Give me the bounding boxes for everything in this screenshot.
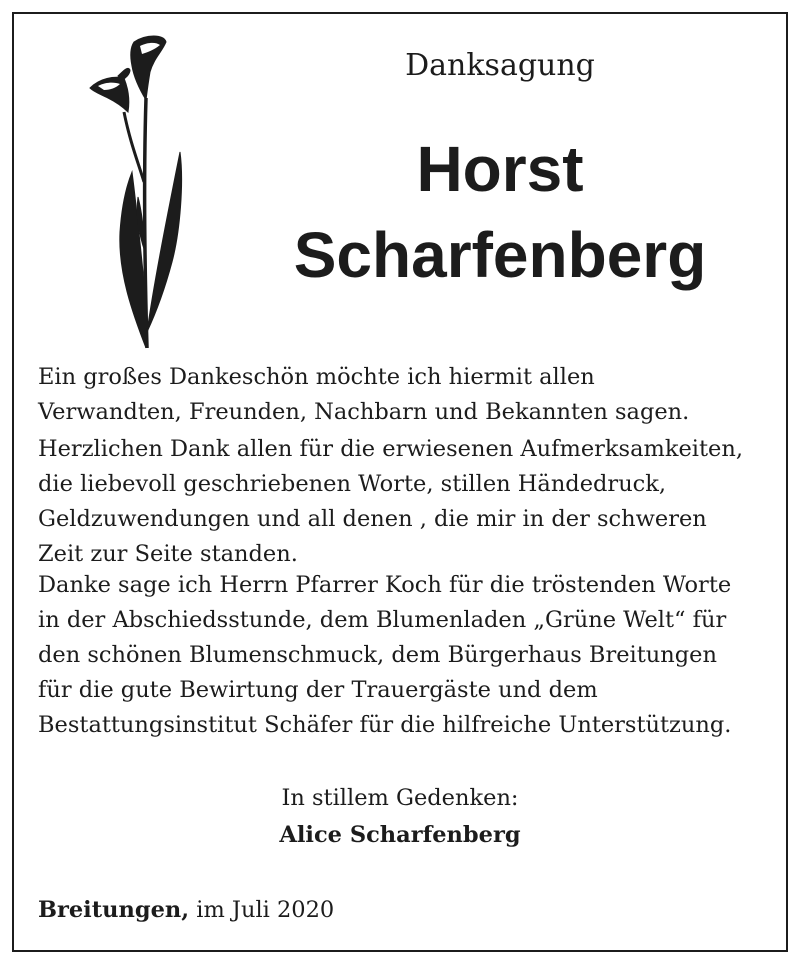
- text-line: Geldzuwendungen und all denen , die mir in der schweren: [38, 506, 707, 532]
- text-line: den schönen Blumenschmuck, dem Bürgerhaus Breitungen: [38, 642, 717, 668]
- text-line: Bestattungsinstitut Schäfer für die hilfreiche Unterstützung.: [38, 712, 732, 738]
- thanks-paragraph-1: [38, 360, 768, 430]
- text-line: die liebevoll geschriebenen Worte, stillen Händedruck,: [38, 471, 667, 497]
- text-line: Danke sage ich Herrn Pfarrer Koch für die tröstenden Worte: [38, 572, 732, 598]
- text-line: Verwandten, Freunden, Nachbarn und Bekannten sagen.: [38, 399, 690, 425]
- place: Breitungen,: [38, 897, 190, 923]
- deceased-first-name: Horst: [416, 133, 584, 205]
- text-line: Herzlichen Dank allen für die erwiesenen Aufmerksamkeiten,: [38, 436, 743, 462]
- notice-heading: Danksagung: [405, 48, 595, 83]
- place-date: [38, 893, 334, 928]
- date: im Juli 2020: [196, 897, 335, 923]
- text-line: in der Abschiedsstunde, dem Blumenladen „Grüne Welt“ für: [38, 607, 727, 633]
- calla-lily-icon: [84, 32, 188, 350]
- closing-phrase: In stillem Gedenken:: [281, 785, 519, 811]
- signer-name: Alice Scharfenberg: [279, 822, 521, 848]
- deceased-last-name: Scharfenberg: [293, 219, 707, 291]
- text-line: Ein großes Dankeschön möchte ich hiermit allen: [38, 364, 595, 390]
- thanks-paragraph-2: [38, 432, 768, 572]
- thanks-paragraph-3: [38, 568, 768, 743]
- text-line: Zeit zur Seite standen.: [38, 541, 298, 567]
- text-line: für die gute Bewirtung der Trauergäste und dem: [38, 677, 598, 703]
